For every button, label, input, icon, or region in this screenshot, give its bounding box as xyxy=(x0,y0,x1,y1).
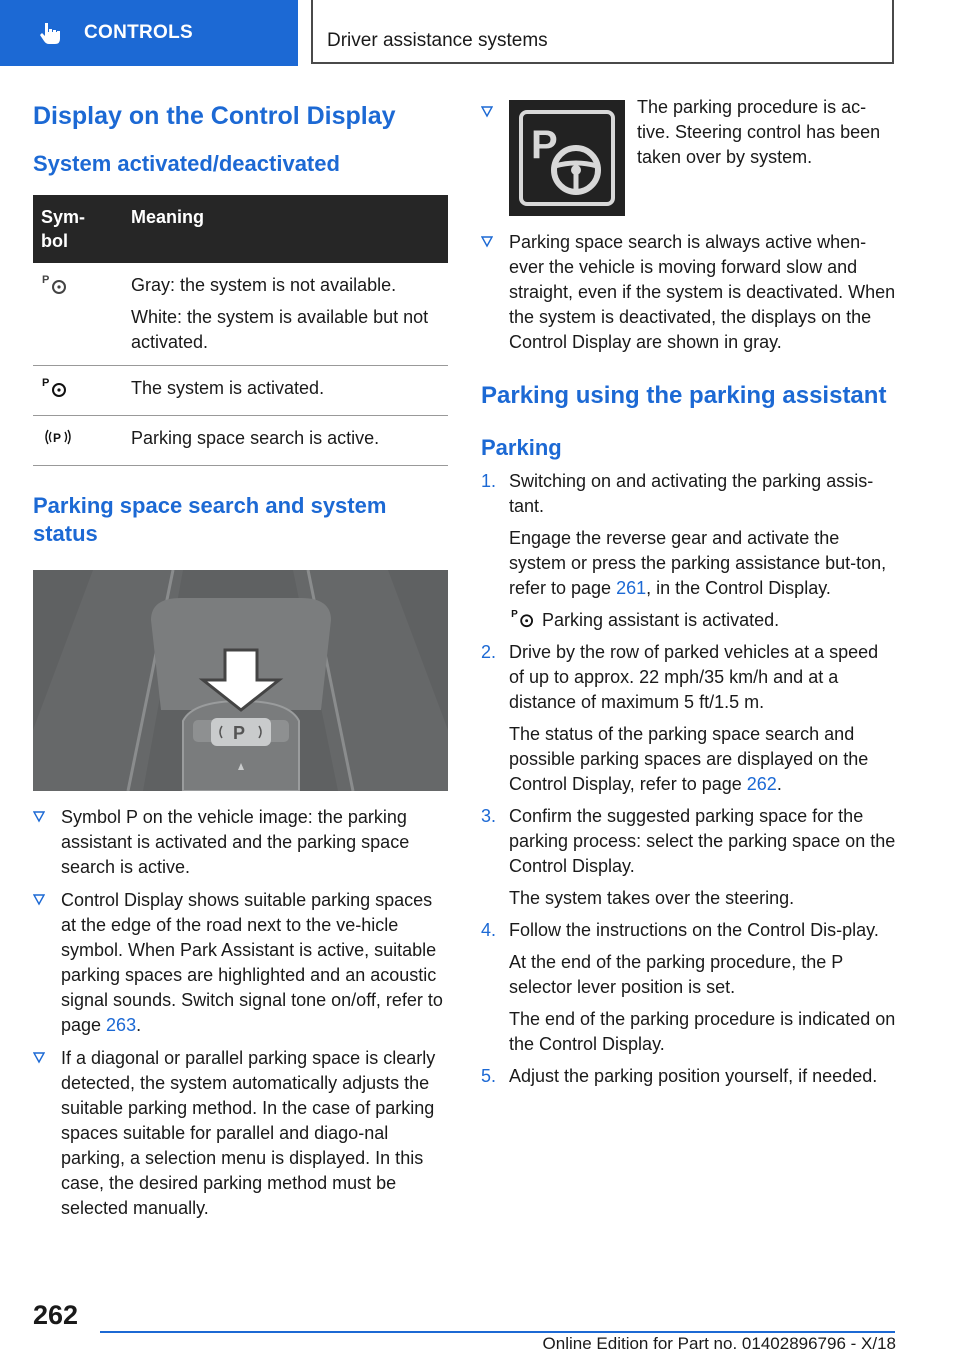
table-row xyxy=(33,366,448,416)
status-bullets xyxy=(33,805,448,1221)
list-item xyxy=(481,918,896,1057)
triangle-bullet-icon xyxy=(481,236,493,248)
bullet-text: Symbol P on the vehicle image: the parking assistant is activated and the parking space search is active. xyxy=(61,807,410,877)
list-item xyxy=(33,1046,448,1221)
list-item xyxy=(481,1064,896,1089)
step-text: Follow the instructions on the Control Dis-play. xyxy=(509,920,879,940)
chapter-title: Driver assistance systems xyxy=(327,30,548,51)
parking-steering-gray-icon xyxy=(41,273,69,295)
svg-text:P: P xyxy=(233,723,246,743)
row2-text: The system is activated. xyxy=(123,366,448,416)
svg-text:P: P xyxy=(531,123,558,167)
heading-parking: Parking xyxy=(481,435,562,460)
step-detail xyxy=(509,526,896,601)
bullet-text-end: . xyxy=(136,1015,142,1035)
list-item xyxy=(481,230,896,355)
step-detail-end: , in the Control Display. xyxy=(646,578,831,598)
step-text: Drive by the row of parked vehicles at a speed of up to approx. 22 mph/35 km/h and at a distance of maximum 5 ft/1.5 m. xyxy=(509,642,879,712)
icon-line-text: Parking assistant is activated. xyxy=(542,610,780,630)
table-row xyxy=(33,416,448,466)
step-detail: At the end of the parking procedure, the P selector lever position is set. xyxy=(509,952,843,997)
procedure-bullets xyxy=(481,97,896,355)
step-text: Adjust the parking position yourself, if needed. xyxy=(509,1066,878,1086)
footer-rule xyxy=(100,1331,895,1333)
step-detail: The system takes over the steering. xyxy=(509,888,795,908)
parking-steps xyxy=(481,469,896,1089)
page-number: 262 xyxy=(33,1300,79,1330)
svg-text:P: P xyxy=(42,377,50,389)
row1-gray-text: Gray: the system is not available. xyxy=(131,275,397,295)
right-column xyxy=(481,97,896,1096)
page-link-261[interactable]: 261 xyxy=(616,578,647,598)
step-detail-text: Engage the reverse gear and activate the system or press the parking assistance but-ton, refer to page xyxy=(509,528,887,598)
parking-procedure-active-icon xyxy=(509,100,625,216)
table-header-row xyxy=(33,195,448,263)
page-header xyxy=(0,0,960,66)
page-link-262[interactable]: 262 xyxy=(746,774,777,794)
bullet-text: Parking space search is always active when-ever the vehicle is moving forward slow and straight, even if the system is deactivated. When the system is deactivated, the displays on the Control Display are shown in gray. xyxy=(509,232,896,352)
row1-white-text: White: the system is available but not activated. xyxy=(131,307,429,352)
step-detail-end: . xyxy=(776,774,782,794)
list-item xyxy=(33,888,448,1038)
triangle-bullet-icon xyxy=(33,1052,45,1064)
step-number: 5. xyxy=(481,1066,497,1086)
col-symbol: Sym- bol xyxy=(33,195,123,263)
parking-search-icon xyxy=(41,426,75,448)
bullet-text: The parking procedure is ac-tive. Steering control has been taken over by system. xyxy=(637,97,881,167)
heading-parking-assistant: Parking using the parking assistant xyxy=(481,382,887,409)
step-number: 2. xyxy=(481,642,497,662)
step-text: Switching on and activating the parking assis-tant. xyxy=(509,471,874,516)
step-number: 3. xyxy=(481,806,497,826)
step-detail-text: The status of the parking space search and possible parking spaces are displayed on the Control Display, refer to page xyxy=(509,724,869,794)
list-item xyxy=(481,469,896,633)
parking-steering-active-icon xyxy=(509,608,537,628)
bullet-text: Control Display shows suitable parking spaces at the edge of the road next to the ve-hicle symbol. When Park Assistant is active, suitable parking spaces are highlighted and an acoustic signal sounds. Switch signal tone on/off, refer to page xyxy=(61,890,443,1035)
heading-display: Display on the Control Display xyxy=(33,102,396,130)
table-row xyxy=(33,263,448,366)
symbol-table xyxy=(33,195,448,466)
step-text: Confirm the suggested parking space for the parking process: select the parking space on the Control Display. xyxy=(509,806,896,876)
parking-steering-active-icon xyxy=(41,376,69,398)
triangle-bullet-icon xyxy=(33,811,45,823)
list-item xyxy=(481,804,896,911)
list-item xyxy=(33,805,448,880)
page-link-263[interactable]: 263 xyxy=(106,1015,137,1035)
bullet-text: If a diagonal or parallel parking space is clearly detected, the system automatically adjusts the suitable parking method. In the case of parking spaces suitable for parallel and diago-nal parking, a selection menu is displayed. In this case, the desired parking method must be selected manually. xyxy=(61,1048,436,1218)
step-detail xyxy=(509,722,896,797)
edition-text: Online Edition for Part no. 01402896796 - X/18 xyxy=(542,1334,896,1353)
heading-search-status: Parking space search and system status xyxy=(33,493,387,546)
triangle-bullet-icon xyxy=(481,106,493,118)
step-number: 1. xyxy=(481,471,497,491)
chapter-box xyxy=(311,0,894,64)
section-title: CONTROLS xyxy=(84,22,194,43)
step-icon-line xyxy=(509,608,896,633)
triangle-bullet-icon xyxy=(33,894,45,906)
step-detail: The end of the parking procedure is indicated on the Control Display. xyxy=(509,1009,896,1054)
col-meaning: Meaning xyxy=(123,195,448,263)
svg-text:P: P xyxy=(511,609,518,621)
hand-pointer-icon xyxy=(38,20,64,46)
list-item xyxy=(481,640,896,797)
row3-text: Parking space search is active. xyxy=(123,416,448,466)
list-item xyxy=(481,97,896,216)
section-tab xyxy=(0,0,298,66)
step-number: 4. xyxy=(481,920,497,940)
parking-search-illustration xyxy=(33,570,448,791)
svg-text:P: P xyxy=(42,274,50,286)
heading-activated: System activated/deactivated xyxy=(33,151,340,176)
left-column xyxy=(33,100,448,1229)
svg-text:P: P xyxy=(53,431,62,445)
